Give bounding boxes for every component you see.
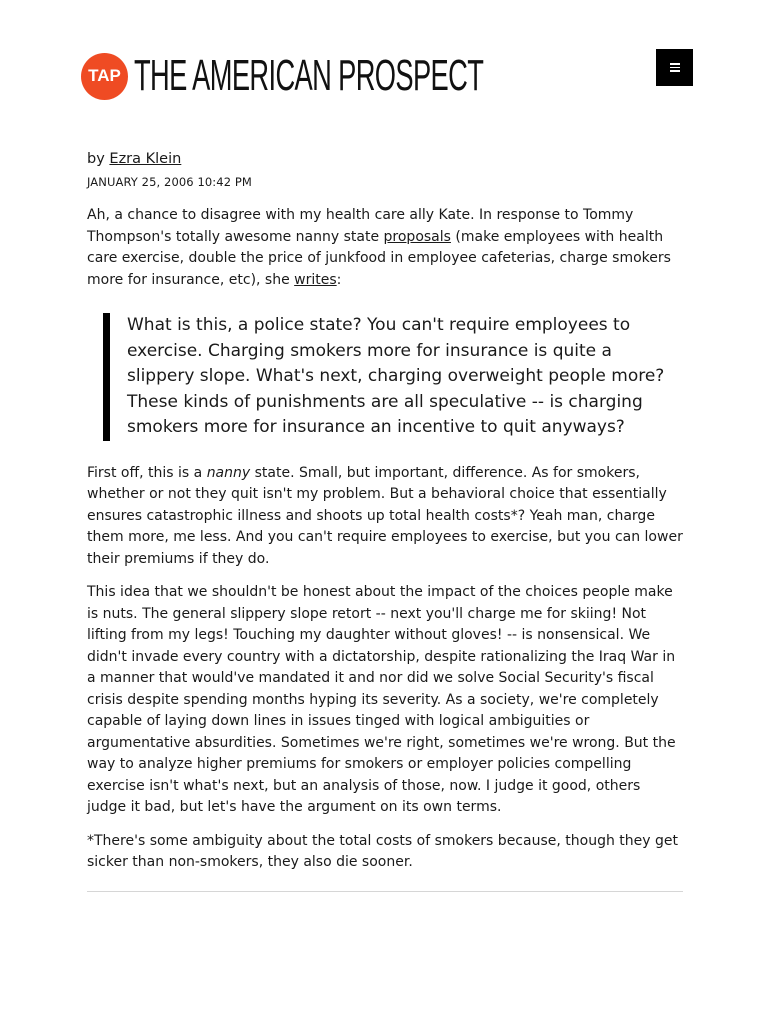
- body-paragraph-2: This idea that we shouldn't be honest about the impact of the choices people make is nuts. The general slippery slope retort -- next you'll charge me for skiing! Not lifting from my legs! Touching my daughter without gloves! -- is nonsensical. We didn't invade every country with a dictatorship, despite rationalizing the Iraq War in a manner that would've mandated it and nor did we solve Social Security's fiscal crisis despite spending months hyping its severity. As a society, we're completely capable of laying down lines in issues tinged with logical ambiguities or argumentative absurdities. Sometimes we're right, sometimes we're wrong. But the way to analyze higher premiums for smokers or employer policies compelling exercise isn't what's next, but an analysis of those, now. I judge it good, others judge it bad, but let's have the argument on its own terms.: [87, 584, 676, 815]
- byline-prefix: by: [87, 151, 105, 167]
- logo-badge: TAP: [81, 53, 128, 100]
- intro-text-2: (make employees with health care exercise, double the price of junkfood in employee cafeterias, charge smokers more for insurance, etc), she: [87, 228, 671, 288]
- p2-text-2: state. Small, but important, difference. As for smokers, whether or not they quit isn't my problem. But a behavioral choice that essentially ensures catastrophic illness and shoots up total health costs*? Yeah man, charge them more, me less. And you can't require employees to exercise, but you can lower their premiums if they do.: [87, 464, 683, 567]
- p2-text-1: First off, this is a: [87, 464, 207, 481]
- article: [87, 148, 683, 892]
- publish-date: JANUARY 25, 2006: [87, 175, 194, 189]
- intro-text-3: :: [336, 271, 342, 288]
- writes-link[interactable]: writes: [294, 271, 337, 288]
- hamburger-menu-icon: [670, 63, 680, 72]
- emphasis-nanny: nanny: [206, 464, 251, 481]
- body-paragraph-1: [87, 463, 683, 571]
- site-logo[interactable]: [81, 52, 697, 100]
- article-divider: [87, 891, 683, 892]
- menu-button[interactable]: [656, 49, 693, 86]
- proposals-link[interactable]: proposals: [383, 228, 451, 245]
- logo-wordmark: THE AMERICAN PROSPECT: [134, 51, 484, 100]
- dateline: [87, 175, 683, 189]
- author-link[interactable]: Ezra Klein: [109, 151, 182, 167]
- intro-paragraph: [87, 205, 683, 291]
- site-header: [0, 0, 768, 110]
- footnote-paragraph: *There's some ambiguity about the total costs of smokers because, though they get sicker than non-smokers, they also die sooner.: [87, 832, 678, 870]
- publish-time: 10:42 PM: [197, 175, 252, 189]
- intro-text-1: Ah, a chance to disagree with my health care ally Kate. In response to Tommy Thompson's totally awesome nanny state: [87, 207, 634, 245]
- byline: [87, 148, 683, 170]
- blockquote: What is this, a police state? You can't require employees to exercise. Charging smokers more for insurance is quite a slippery slope. What's next, charging overweight people more? These kinds of punishments are all speculative -- is charging smokers more for insurance an incentive to quit anyways?: [103, 313, 683, 441]
